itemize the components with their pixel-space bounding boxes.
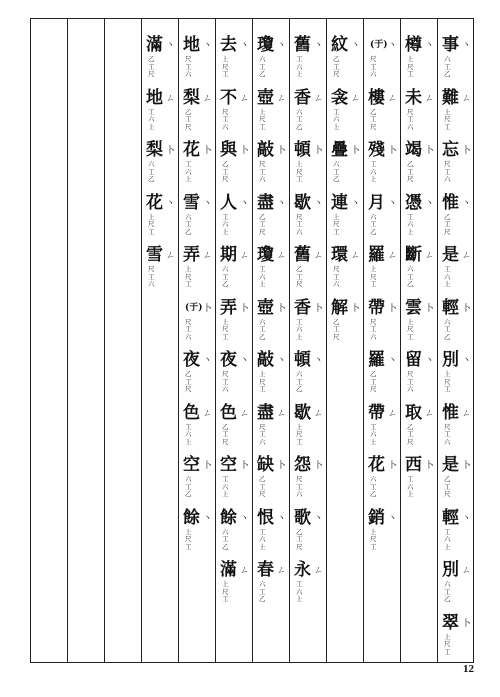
lyric-character: 盡: [257, 192, 274, 213]
gongche-notation: 六 工 乙: [185, 475, 192, 498]
beat-mark: 卜: [166, 146, 176, 156]
lyric-character: 雪: [146, 245, 163, 265]
beat-mark: 卜: [314, 146, 324, 156]
lyric-character: 梨: [183, 87, 200, 108]
gongche-notation: 工 六 上: [444, 265, 451, 288]
lyric-character: 壺: [257, 297, 274, 318]
beat-mark: 丶: [240, 513, 250, 524]
lyric-character: 敲: [257, 350, 274, 370]
beat-mark: 丶: [462, 513, 472, 524]
lyric-character: 雲: [405, 297, 422, 318]
gongche-notation: 尺 工 六: [444, 160, 451, 183]
beat-mark: ㄥ: [277, 93, 287, 104]
gongche-notation: 上 尺 工: [333, 212, 340, 236]
lyric-character: 連: [331, 192, 348, 213]
beat-mark: 卜: [277, 461, 287, 471]
score-column: [68, 19, 105, 662]
gongche-notation: 上 尺 工: [407, 55, 414, 78]
lyric-character: 惟: [442, 192, 459, 213]
lyric-character: 解: [331, 297, 348, 318]
score-column: [290, 19, 327, 662]
lyric-character: 歇: [294, 402, 311, 423]
beat-mark: 丶: [388, 356, 398, 366]
lyric-character: 盡: [257, 402, 274, 423]
score-column: [364, 19, 401, 662]
gongche-notation: 上 尺 工: [148, 212, 155, 236]
lyric-character: 銷: [368, 507, 385, 528]
lyric-character: 瓊: [257, 245, 274, 265]
lyric-character: 滿: [146, 35, 163, 55]
beat-mark: 丶: [314, 356, 324, 366]
gongche-notation: 乙 工 尺: [296, 527, 303, 551]
lyric-character: 香: [294, 87, 311, 108]
lyric-character: 樓: [368, 87, 385, 108]
gongche-notation: 乙 工 尺: [185, 370, 192, 393]
lyric-character: 衾: [331, 87, 348, 108]
lyric-character: 頓: [294, 140, 311, 160]
lyric-character: 取: [405, 402, 422, 423]
beat-mark: 丶: [462, 198, 472, 209]
beat-mark: ㄥ: [277, 408, 287, 419]
score-column: [142, 19, 179, 662]
beat-mark: ㄥ: [240, 566, 250, 576]
beat-mark: 卜: [314, 461, 324, 471]
beat-mark: 丶: [462, 41, 472, 51]
beat-mark: ㄥ: [277, 566, 287, 576]
score-column: [327, 19, 364, 662]
lyric-character: 梨: [146, 140, 163, 160]
beat-mark: ㄥ: [462, 408, 472, 419]
beat-mark: 卜: [203, 461, 213, 471]
gongche-notation: 乙 工 尺: [333, 317, 340, 341]
beat-mark: 丶: [388, 198, 398, 209]
lyric-character: 事: [442, 35, 459, 55]
score-frame: [30, 18, 474, 663]
beat-mark: 卜: [462, 618, 472, 629]
gongche-notation: 六 工 乙: [407, 265, 414, 288]
lyric-character: 弄: [220, 297, 237, 318]
lyric-character: 別: [442, 350, 459, 370]
gongche-notation: 上 尺 工: [296, 422, 303, 446]
gongche-notation: 上 尺 工: [407, 317, 414, 341]
lyric-character: 花: [183, 140, 200, 160]
lyric-character: 帶: [368, 297, 385, 318]
lyric-character: 花: [146, 192, 163, 213]
lyric-character: 留: [405, 350, 422, 370]
gongche-notation: 六 工 乙: [296, 107, 303, 131]
gongche-notation: 工 六 上: [407, 212, 414, 236]
gongche-notation: 乙 工 尺: [148, 55, 155, 78]
beat-mark: ㄥ: [425, 251, 435, 261]
gongche-notation: 工 六 上: [148, 107, 155, 131]
beat-mark: 丶: [314, 41, 324, 51]
lyric-character: 恨: [257, 507, 274, 528]
gongche-notation: 六 工 乙: [185, 212, 192, 236]
gongche-notation: 六 工 乙: [333, 160, 340, 183]
gongche-notation: 上 尺 工: [259, 370, 266, 393]
gongche-notation: 六 工 乙: [444, 317, 451, 341]
beat-mark: 丶: [240, 41, 250, 51]
lyric-character: (于): [370, 40, 388, 50]
beat-mark: 丶: [388, 513, 398, 524]
lyric-character: 羅: [368, 350, 385, 370]
gongche-notation: 上 尺 工: [185, 527, 192, 551]
gongche-notation: 尺 工 六: [148, 265, 155, 288]
beat-mark: ㄥ: [166, 251, 176, 261]
beat-mark: 卜: [462, 303, 472, 314]
beat-mark: 丶: [277, 198, 287, 209]
beat-mark: 丶: [351, 198, 361, 209]
lyric-character: 月: [368, 192, 385, 213]
beat-mark: 丶: [351, 41, 361, 51]
gongche-notation: 尺 工 六: [185, 55, 192, 78]
beat-mark: ㄥ: [203, 93, 213, 104]
beat-mark: 丶: [203, 513, 213, 524]
beat-mark: 卜: [240, 146, 250, 156]
lyric-character: 環: [331, 245, 348, 265]
page-number: 12: [463, 663, 474, 675]
beat-mark: 卜: [462, 146, 472, 156]
gongche-notation: 工 六 上: [259, 527, 266, 551]
beat-mark: 丶: [314, 198, 324, 209]
beat-mark: 卜: [277, 146, 287, 156]
lyric-character: 輕: [442, 297, 459, 318]
lyric-character: 色: [183, 402, 200, 423]
gongche-notation: 乙 工 尺: [370, 107, 377, 131]
score-column: [438, 19, 474, 662]
beat-mark: 卜: [203, 146, 213, 156]
lyric-character: 歇: [294, 192, 311, 213]
gongche-notation: 尺 工 六: [222, 107, 229, 131]
score-column: [216, 19, 253, 662]
beat-mark: ㄥ: [314, 408, 324, 419]
beat-mark: 卜: [388, 146, 398, 156]
beat-mark: 卜: [203, 303, 213, 314]
gongche-notation: 工 六 上: [296, 580, 303, 603]
gongche-notation: 六 工 乙: [222, 527, 229, 551]
lyric-character: 弄: [183, 245, 200, 265]
lyric-character: 頓: [294, 350, 311, 370]
beat-mark: 丶: [166, 41, 176, 51]
lyric-character: 春: [257, 560, 274, 580]
lyric-character: 永: [294, 560, 311, 580]
beat-mark: ㄥ: [166, 93, 176, 104]
lyric-character: 空: [183, 455, 200, 475]
beat-mark: ㄥ: [425, 93, 435, 104]
beat-mark: ㄥ: [462, 566, 472, 576]
beat-mark: ㄥ: [203, 251, 213, 261]
gongche-notation: 乙 工 尺: [296, 265, 303, 288]
lyric-character: 西: [405, 455, 422, 475]
gongche-notation: 六 工 乙: [259, 55, 266, 78]
lyric-character: 未: [405, 87, 422, 108]
lyric-character: 滿: [220, 560, 237, 580]
lyric-character: 疊: [331, 140, 348, 160]
beat-mark: 卜: [425, 461, 435, 471]
beat-mark: 卜: [462, 461, 472, 471]
lyric-character: 空: [220, 455, 237, 475]
beat-mark: 丶: [240, 356, 250, 366]
beat-mark: 丶: [203, 356, 213, 366]
lyric-character: 夜: [220, 350, 237, 370]
beat-mark: 丶: [462, 356, 472, 366]
gongche-notation: 工 六 上: [333, 107, 340, 131]
lyric-character: 香: [294, 297, 311, 318]
lyric-character: 色: [220, 402, 237, 423]
gongche-notation: 尺 工 六: [222, 370, 229, 393]
lyric-character: 斷: [405, 245, 422, 265]
gongche-notation: 工 六 上: [444, 527, 451, 551]
gongche-notation: 上 尺 工: [444, 370, 451, 393]
beat-mark: ㄥ: [314, 93, 324, 104]
gongche-notation: 工 六 上: [370, 422, 377, 446]
lyric-character: 怨: [294, 455, 311, 475]
lyric-character: 花: [368, 455, 385, 475]
gongche-notation: 尺 工 六: [333, 265, 340, 288]
lyric-character: 竭: [405, 140, 422, 160]
beat-mark: ㄥ: [240, 251, 250, 261]
gongche-notation: 工 六 上: [259, 265, 266, 288]
beat-mark: ㄥ: [240, 93, 250, 104]
gongche-notation: 尺 工 六: [185, 317, 192, 341]
gongche-notation: 乙 工 尺: [444, 212, 451, 236]
gongche-notation: 尺 工 六: [370, 317, 377, 341]
gongche-notation: 上 尺 工: [259, 107, 266, 131]
beat-mark: ㄥ: [351, 93, 361, 104]
score-column: [179, 19, 216, 662]
lyric-character: 是: [442, 245, 459, 265]
beat-mark: 卜: [351, 303, 361, 314]
gongche-notation: 上 尺 工: [444, 107, 451, 131]
gongche-notation: 乙 工 尺: [333, 55, 340, 78]
beat-mark: 卜: [388, 303, 398, 314]
lyric-character: 惟: [442, 402, 459, 423]
beat-mark: 卜: [240, 461, 250, 471]
lyric-character: 地: [146, 87, 163, 108]
gongche-notation: 六 工 乙: [444, 55, 451, 78]
gongche-notation: 乙 工 尺: [259, 212, 266, 236]
lyric-character: 不: [220, 87, 237, 108]
gongche-notation: 乙 工 尺: [407, 160, 414, 183]
gongche-notation: 六 工 乙: [370, 212, 377, 236]
gongche-notation: 工 六 上: [222, 475, 229, 498]
lyric-character: 帶: [368, 402, 385, 423]
beat-mark: ㄥ: [240, 408, 250, 419]
gongche-notation: 六 工 乙: [259, 317, 266, 341]
beat-mark: 卜: [314, 303, 324, 314]
lyric-character: 別: [442, 560, 459, 580]
gongche-notation: 上 尺 工: [222, 580, 229, 603]
beat-mark: ㄥ: [277, 251, 287, 261]
gongche-notation: 尺 工 六: [259, 422, 266, 446]
gongche-notation: 上 尺 工: [222, 317, 229, 341]
beat-mark: ㄥ: [314, 251, 324, 261]
gongche-notation: 上 尺 工: [185, 265, 192, 288]
lyric-character: 缺: [257, 455, 274, 475]
lyric-character: 紋: [331, 35, 348, 55]
lyric-character: (于): [185, 302, 203, 313]
gongche-notation: 尺 工 六: [296, 212, 303, 236]
gongche-notation: 工 六 上: [185, 422, 192, 446]
lyric-character: 憑: [405, 192, 422, 213]
beat-mark: 卜: [240, 303, 250, 314]
gongche-notation: 六 工 乙: [444, 580, 451, 603]
beat-mark: 丶: [425, 41, 435, 51]
gongche-notation: 尺 工 六: [296, 475, 303, 498]
beat-mark: ㄥ: [388, 93, 398, 104]
beat-mark: 丶: [240, 198, 250, 209]
lyric-character: 樽: [405, 35, 422, 55]
gongche-notation: 乙 工 尺: [259, 475, 266, 498]
lyric-character: 瓊: [257, 35, 274, 55]
gongche-notation: 上 尺 工: [444, 632, 451, 656]
lyric-character: 歌: [294, 507, 311, 528]
lyric-character: 夜: [183, 350, 200, 370]
beat-mark: 丶: [203, 198, 213, 209]
lyric-character: 期: [220, 245, 237, 265]
beat-mark: 丶: [388, 41, 398, 51]
gongche-notation: 尺 工 六: [370, 55, 377, 78]
gongche-notation: 乙 工 尺: [407, 422, 414, 446]
gongche-notation: 工 六 上: [222, 212, 229, 236]
lyric-character: 與: [220, 140, 237, 160]
gongche-notation: 六 工 乙: [148, 160, 155, 183]
gongche-notation: 乙 工 尺: [185, 107, 192, 131]
gongche-notation: 上 尺 工: [296, 160, 303, 183]
lyric-character: 去: [220, 35, 237, 55]
gongche-notation: 上 尺 工: [370, 265, 377, 288]
gongche-notation: 工 六 上: [185, 160, 192, 183]
beat-mark: ㄥ: [351, 251, 361, 261]
gongche-notation: 六 工 乙: [296, 370, 303, 393]
gongche-notation: 工 六 上: [407, 475, 414, 498]
score-column: [253, 19, 290, 662]
beat-mark: ㄥ: [388, 408, 398, 419]
beat-mark: 卜: [351, 146, 361, 156]
score-column: [105, 19, 142, 662]
lyric-character: 是: [442, 455, 459, 475]
beat-mark: ㄥ: [203, 408, 213, 419]
gongche-notation: 工 六 上: [296, 55, 303, 78]
gongche-notation: 工 六 上: [296, 317, 303, 341]
beat-mark: 丶: [203, 41, 213, 51]
beat-mark: 卜: [388, 461, 398, 471]
gongche-notation: 乙 工 尺: [370, 370, 377, 393]
lyric-character: 難: [442, 87, 459, 108]
score-column: [31, 19, 68, 662]
beat-mark: 卜: [425, 303, 435, 314]
gongche-notation: 尺 工 六: [407, 370, 414, 393]
gongche-notation: 尺 工 六: [259, 160, 266, 183]
lyric-character: 舊: [294, 35, 311, 55]
gongche-notation: 尺 工 六: [444, 422, 451, 446]
lyric-character: 人: [220, 192, 237, 213]
gongche-notation: 乙 工 尺: [222, 422, 229, 446]
beat-mark: ㄥ: [462, 251, 472, 261]
lyric-character: 餘: [183, 507, 200, 528]
beat-mark: 丶: [277, 356, 287, 366]
gongche-notation: 六 工 乙: [259, 580, 266, 603]
gongche-notation: 工 六 上: [370, 160, 377, 183]
lyric-character: 殘: [368, 140, 385, 160]
lyric-character: 忘: [442, 140, 459, 160]
gongche-notation: 尺 工 六: [407, 107, 414, 131]
beat-mark: ㄥ: [314, 566, 324, 576]
lyric-character: 羅: [368, 245, 385, 265]
beat-mark: 丶: [425, 356, 435, 366]
beat-mark: ㄥ: [388, 251, 398, 261]
gongche-notation: 上 尺 工: [222, 55, 229, 78]
lyric-character: 餘: [220, 507, 237, 528]
lyric-character: 敲: [257, 140, 274, 160]
lyric-character: 翠: [442, 612, 459, 633]
lyric-character: 雪: [183, 192, 200, 213]
beat-mark: 丶: [277, 41, 287, 51]
beat-mark: 卜: [277, 303, 287, 314]
gongche-notation: 乙 工 尺: [222, 160, 229, 183]
beat-mark: 丶: [166, 198, 176, 209]
score-column: [401, 19, 438, 662]
beat-mark: ㄥ: [425, 408, 435, 419]
lyric-character: 輕: [442, 507, 459, 528]
beat-mark: 丶: [425, 198, 435, 209]
beat-mark: 卜: [425, 146, 435, 156]
gongche-notation: 上 尺 工: [370, 527, 377, 551]
beat-mark: ㄥ: [462, 93, 472, 104]
gongche-notation: 六 工 乙: [370, 475, 377, 498]
gongche-notation: 六 工 乙: [222, 265, 229, 288]
beat-mark: 丶: [314, 513, 324, 524]
beat-mark: 丶: [277, 513, 287, 524]
lyric-character: 舊: [294, 245, 311, 265]
gongche-notation: 乙 工 尺: [444, 475, 451, 498]
lyric-character: 壺: [257, 87, 274, 108]
lyric-character: 地: [183, 35, 200, 55]
